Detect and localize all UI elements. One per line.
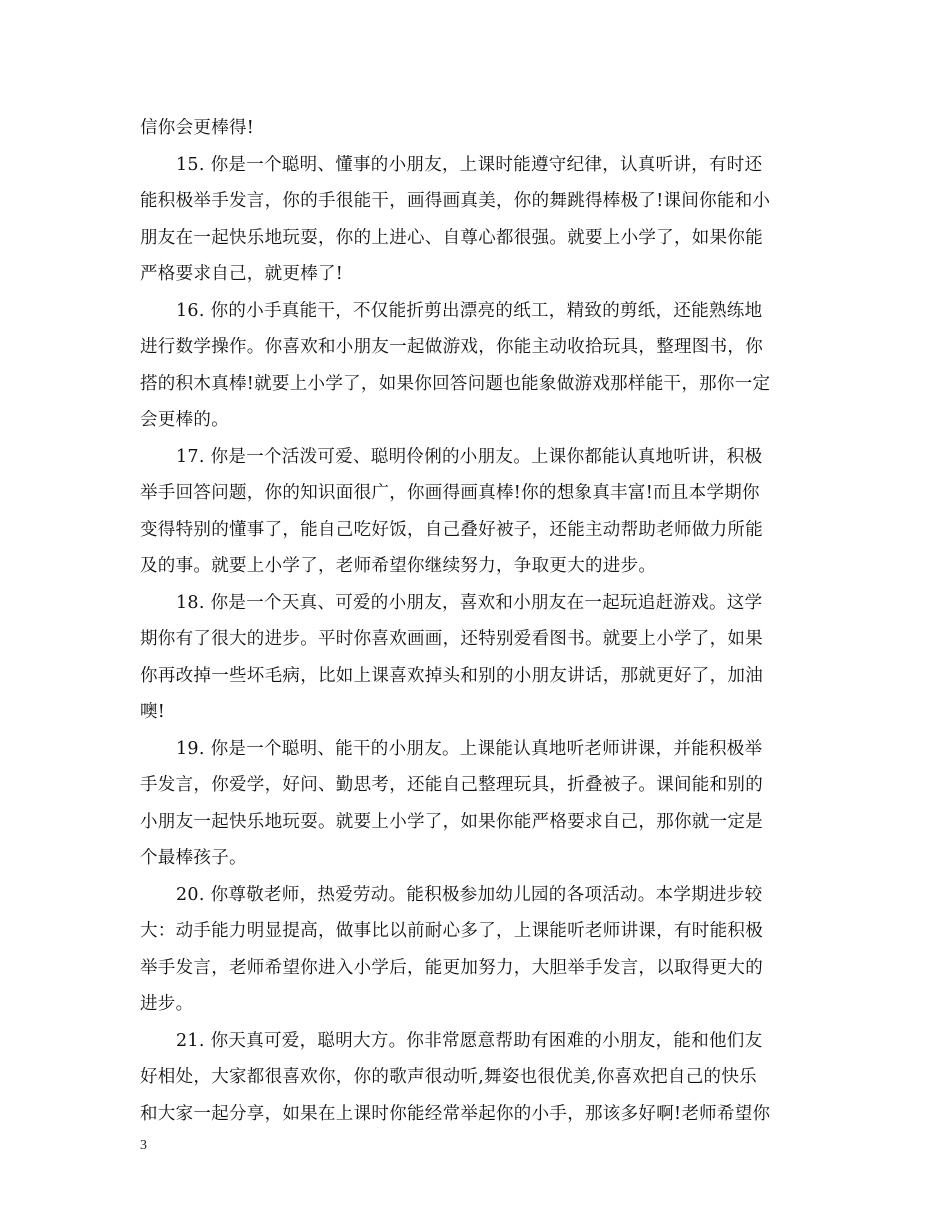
text-line: 好相处，大家都很喜欢你，你的歌声很动听,舞姿也很优美,你喜欢把自己的快乐 [140,1067,757,1087]
paragraph-20-first-line: 20. 你尊敬老师，热爱劳动。能积极参加幼儿园的各项活动。本学期进步较 [176,884,763,905]
text-line: 举手回答问题，你的知识面很广，你画得画真棒!你的想象真丰富!而且本学期你 [140,483,760,503]
text-line: 变得特别的懂事了，能自己吃好饭，自己叠好被子，还能主动帮助老师做力所能 [140,519,763,540]
text-line: 朋友在一起快乐地玩耍，你的上进心、自尊心都很强。就要上小学了，如果你能 [140,227,763,248]
text-line: 个最棒孩子。 [140,848,247,868]
text-line: 大：动手能力明显提高，做事比以前耐心多了，上课能听老师讲课，有时能积极 [140,921,763,941]
text-line: 你再改掉一些坏毛病，比如上课喜欢掉头和别的小朋友讲话，那就更好了，加油 [140,665,763,686]
text-line: 噢! [140,702,166,722]
paragraph-18-first-line: 18. 你是一个天真、可爱的小朋友，喜欢和小朋友在一起玩追赶游戏。这学 [176,592,763,613]
text-line: 进步。 [140,994,194,1014]
text-line: 小朋友一起快乐地玩耍。就要上小学了，如果你能严格要求自己，那你就一定是 [140,811,763,832]
page-number: 3 [140,1138,147,1153]
text-line: 能积极举手发言，你的手很能干，画得画真美，你的舞跳得棒极了!课间你能和小 [140,191,771,211]
paragraph-21-first-line: 21. 你天真可爱，聪明大方。你非常愿意帮助有困难的小朋友，能和他们友 [176,1030,763,1051]
text-line: 信你会更棒得! [140,118,255,138]
text-line: 举手发言，老师希望你进入小学后，能更加努力，大胆举手发言，以取得更大的 [140,957,763,978]
paragraph-16-first-line: 16. 你的小手真能干，不仅能折剪出漂亮的纸工，精致的剪纸，还能熟练地 [176,300,763,321]
text-line: 搭的积木真棒!就要上小学了，如果你回答问题也能象做游戏那样能干，那你一定 [140,373,771,394]
text-line: 进行数学操作。你喜欢和小朋友一起做游戏，你能主动收拾玩具，整理图书，你 [140,337,763,357]
text-line: 手发言，你爱学，好问、勤思考，还能自己整理玩具，折叠被子。课间能和别的 [140,775,763,795]
paragraph-17-first-line: 17. 你是一个活泼可爱、聪明伶俐的小朋友。上课你都能认真地听讲，积极 [176,446,763,467]
paragraph-15-first-line: 15. 你是一个聪明、懂事的小朋友，上课时能遵守纪律，认真听讲，有时还 [176,154,763,175]
text-line: 会更棒的。 [140,410,229,430]
text-line: 期你有了很大的进步。平时你喜欢画画，还特别爱看图书。就要上小学了，如果 [140,629,763,649]
paragraph-19-first-line: 19. 你是一个聪明、能干的小朋友。上课能认真地听老师讲课，并能积极举 [176,738,763,759]
text-line: 及的事。就要上小学了，老师希望你继续努力，争取更大的进步。 [140,556,657,576]
text-line: 和大家一起分享，如果在上课时你能经常举起你的小手，那该多好啊!老师希望你 [140,1103,771,1124]
text-line: 严格要求自己，就更棒了! [140,264,344,284]
document-body [140,110,810,1132]
